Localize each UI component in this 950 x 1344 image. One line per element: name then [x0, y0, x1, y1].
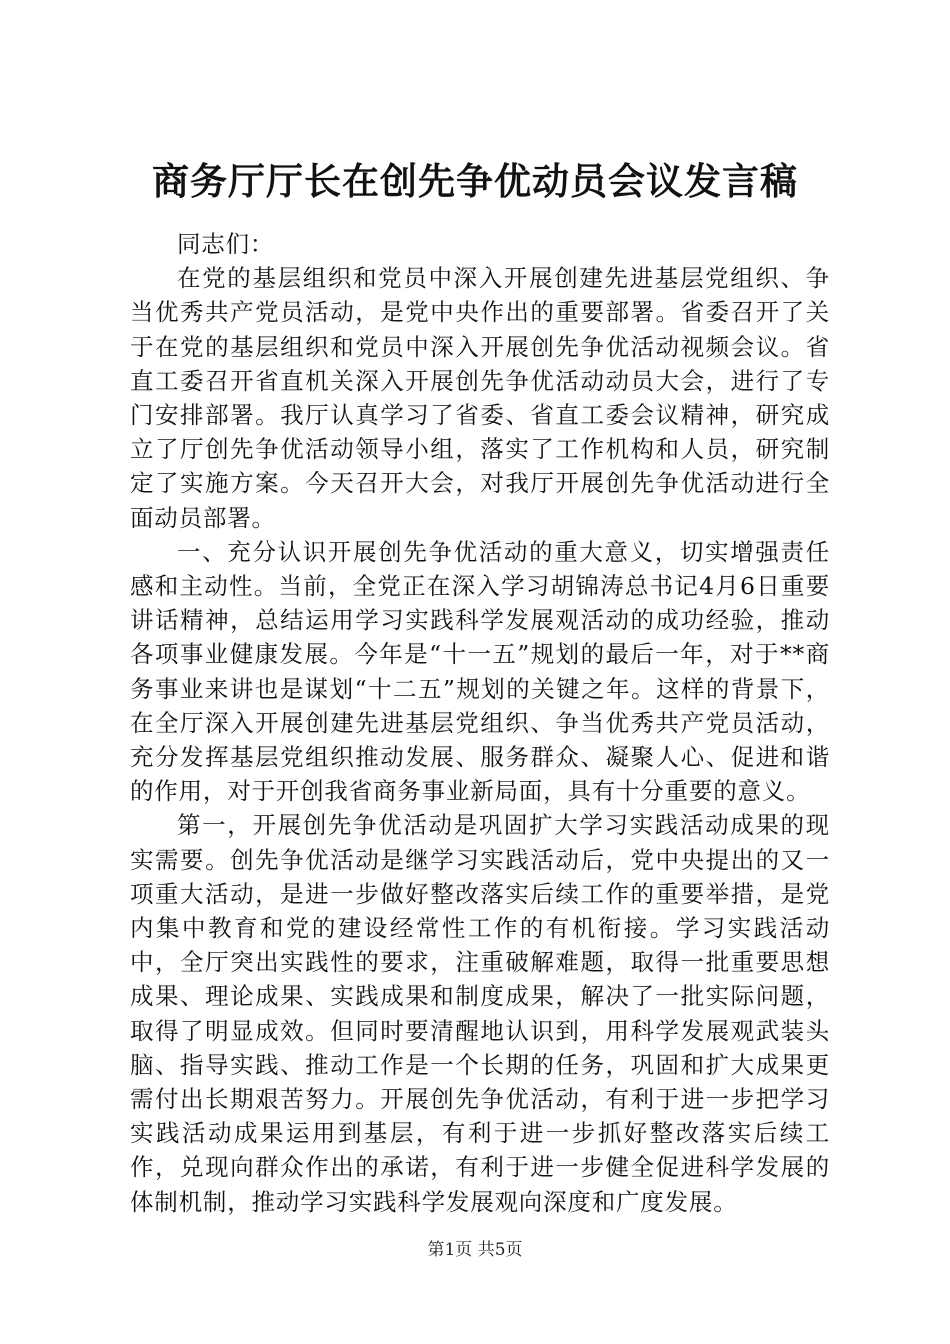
paragraph-point-one: 第一，开展创先争优活动是巩固扩大学习实践活动成果的现实需要。创先争优活动是继学习实践活动后，党中央提出的又一项重大活动，是进一步做好整改落实后续工作的重要举措，是党内集中教育和党的建设经常性工作的有机衔接。学习实践活动中，全厅突出实践性的要求，注重破解难题，取得一批重要思想成果、理论成果、实践成果和制度成果，解决了一批实际问题，取得了明显成效。但同时要清醒地认识到，用科学发展观武装头脑、指导实践、推动工作是一个长期的任务，巩固和扩大成果更需付出长期艰苦努力。开展创先争优活动，有利于进一步把学习实践活动成果运用到基层，有利于进一步抓好整改落实后续工作，兑现向群众作出的承诺，有利于进一步健全促进科学发展的体制机制，推动学习实践科学发展观向深度和广度发展。 — [130, 811, 830, 1216]
document-title: 商务厅厅长在创先争优动员会议发言稿 — [152, 160, 798, 203]
page-number-footer: 第1页 共5页 — [427, 1240, 523, 1260]
paragraph-intro: 在党的基层组织和党员中深入开展创建先进基层党组织、争当优秀共产党员活动，是党中央作出的重要部署。省委召开了关于在党的基层组织和党员中深入开展创先争优活动视频会议。省直工委召开省直机关深入开展创先争优活动动员大会，进行了专门安排部署。我厅认真学习了省委、省直工委会议精神，研究成立了厅创先争优活动领导小组，落实了工作机构和人员，研究制定了实施方案。今天召开大会，对我厅开展创先争优活动进行全面动员部署。 — [130, 264, 830, 532]
paragraph-section-one: 一、充分认识开展创先争优活动的重大意义，切实增强责任感和主动性。当前，全党正在深入学习胡锦涛总书记4月6日重要讲话精神，总结运用学习实践科学发展观活动的成功经验，推动各项事业健康发展。今年是“十一五”规划的最后一年，对于**商务事业来讲也是谋划“十二五”规划的关键之年。这样的背景下，在全厅深入开展创建先进基层党组织、争当优秀共产党员活动，充分发挥基层党组织推动发展、服务群众、凝聚人心、促进和谐的作用，对于开创我省商务事业新局面，具有十分重要的意义。 — [130, 537, 830, 806]
salutation: 同志们： — [177, 230, 275, 258]
document-body — [130, 227, 830, 1219]
